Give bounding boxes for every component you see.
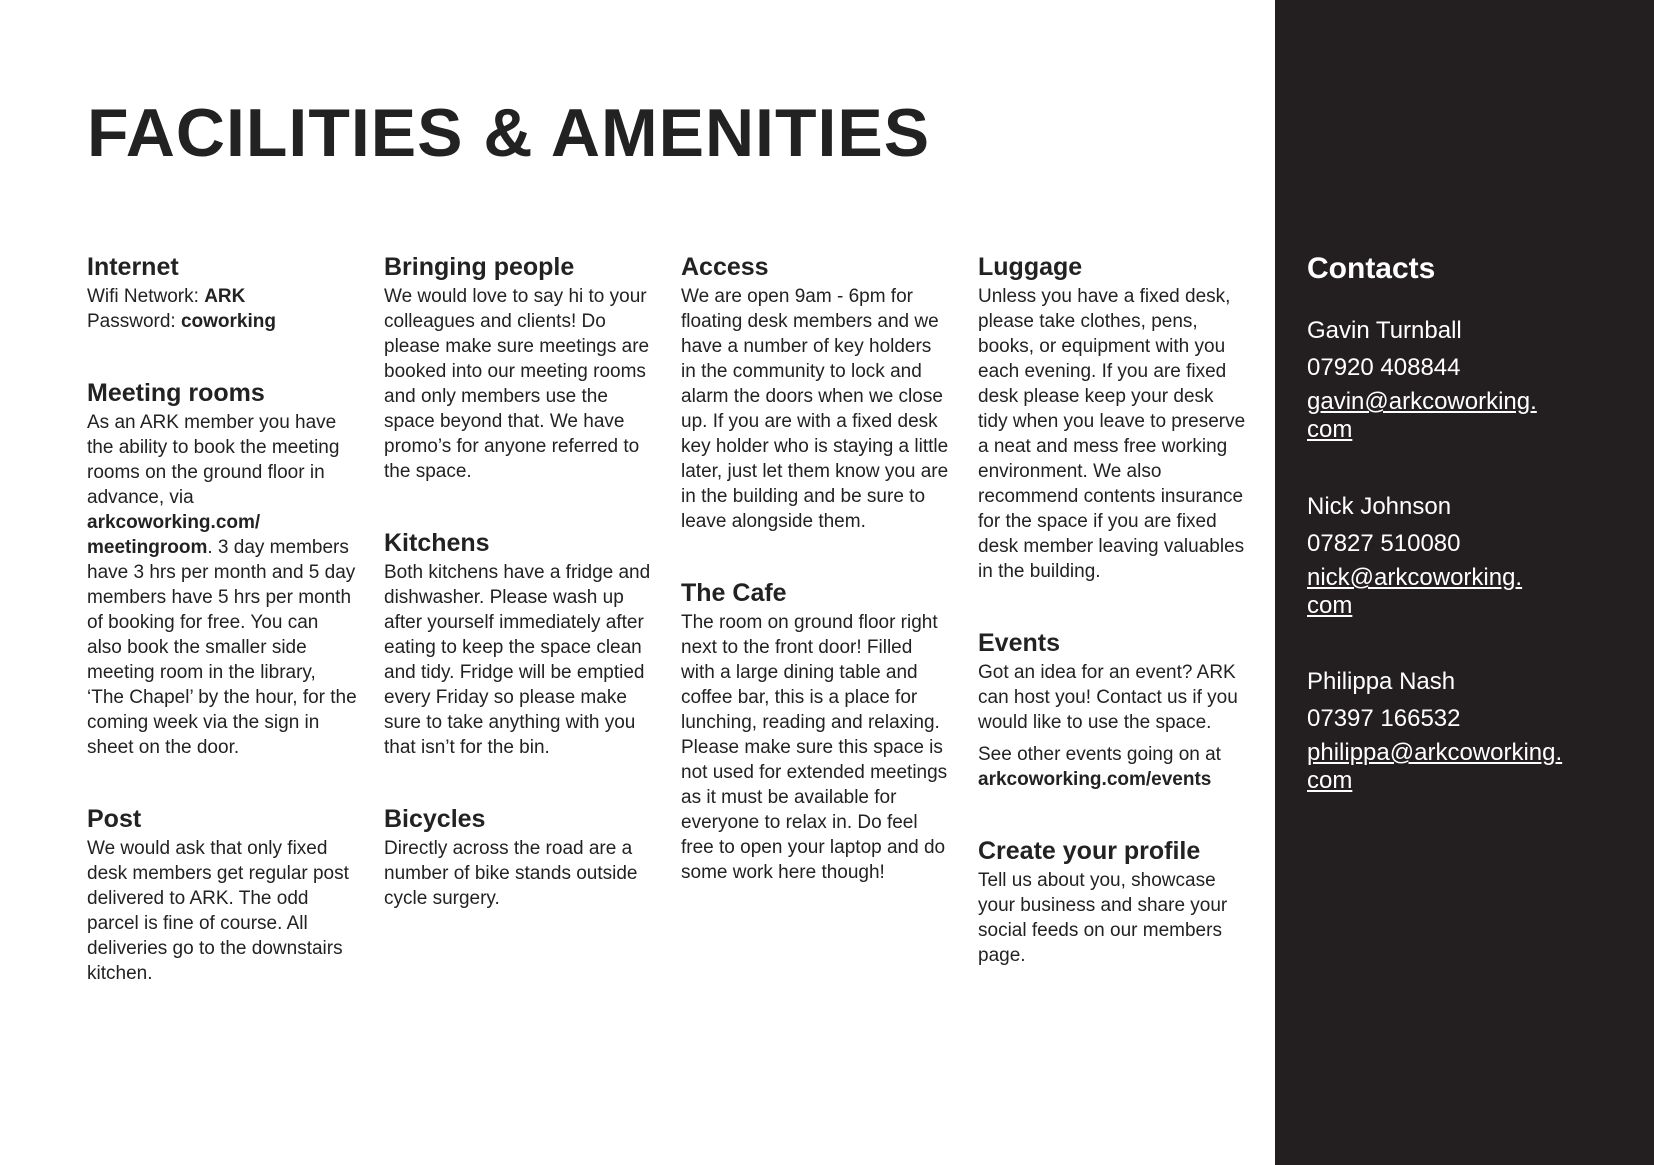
section-access — [681, 252, 951, 534]
section-heading-access: Access — [681, 253, 769, 281]
contact-phone[interactable]: 07920 408844 — [1307, 354, 1461, 381]
contact-phone[interactable]: 07827 510080 — [1307, 530, 1461, 557]
cafe-text: The room on ground floor right next to the front door! Filled with a large dining table and coffee bar, this is a place for lunching, reading and relaxing. Please make sure this space is not used for extended meetings as it must be available for everyone to relax in. Do feel free to open your laptop and do some work here though! — [681, 612, 948, 883]
contact-name: Philippa Nash — [1307, 668, 1456, 695]
section-cafe — [681, 578, 951, 885]
wifi-label: Wifi Network: — [87, 286, 205, 307]
contact-phone[interactable]: 07397 166532 — [1307, 705, 1461, 732]
contact-card — [1307, 312, 1627, 444]
section-heading-post: Post — [87, 805, 142, 833]
section-heading-internet: Internet — [87, 253, 179, 281]
events-see-other-text: See other events going on at — [978, 744, 1221, 765]
section-bringing-people — [384, 252, 654, 484]
meeting-rooms-text — [87, 410, 357, 760]
wifi-info — [87, 284, 357, 334]
section-heading-bicycles: Bicycles — [384, 805, 486, 833]
events-see-other — [978, 742, 1248, 792]
access-text: We are open 9am - 6pm for floating desk members and we have a number of key holders in the community to lock and alarm the doors when we close up. If you are with a fixed desk key holder who is staying a little later, just let them know you are in the building and be sure to leave alongside them. — [681, 286, 949, 532]
column-1 — [87, 252, 357, 1026]
contact-email[interactable] — [1307, 739, 1627, 795]
column-4 — [978, 252, 1248, 1008]
contact-email-line-2: com — [1307, 416, 1353, 443]
meeting-rooms-text-after: . 3 day members have 3 hrs per month and 5 day members have 5 hrs per month of booking for free. You can also book the smaller side meeting room in the library, ‘The Chapel’ by the hour, for the coming week via the sign in sheet on the door. — [87, 537, 357, 758]
contact-email-line-1: philippa@arkcoworking. — [1307, 739, 1563, 766]
contact-email-line-1: gavin@arkcoworking. — [1307, 388, 1537, 415]
column-2 — [384, 252, 654, 951]
section-heading-create-profile: Create your profile — [978, 837, 1201, 865]
section-bicycles — [384, 804, 654, 911]
section-meeting-rooms — [87, 378, 357, 760]
contacts-title: Contacts — [1307, 252, 1436, 285]
meeting-room-link[interactable]: arkcoworking.com/ meetingroom — [87, 512, 261, 558]
section-post — [87, 804, 357, 986]
contact-email-line-2: com — [1307, 767, 1353, 794]
contact-email[interactable] — [1307, 388, 1627, 444]
contact-card — [1307, 663, 1627, 795]
section-heading-kitchens: Kitchens — [384, 529, 490, 557]
section-create-profile — [978, 836, 1248, 968]
luggage-text: Unless you have a fixed desk, please take clothes, pens, books, or equipment with you each evening. If you are fixed desk please keep your desk tidy when you leave to preserve a neat and mess free working environment. We also recommend contents insurance for the space if you are fixed desk member leaving valuables in the building. — [978, 286, 1246, 582]
section-luggage — [978, 252, 1248, 584]
contacts-sidebar — [1275, 0, 1654, 1165]
contact-name: Gavin Turnball — [1307, 317, 1462, 344]
events-link[interactable]: arkcoworking.com/events — [978, 769, 1212, 790]
section-heading-bringing-people: Bringing people — [384, 253, 575, 281]
meeting-rooms-text-before: As an ARK member you have the ability to book the meeting rooms on the ground floor in advance, via — [87, 412, 340, 508]
contact-email-line-2: com — [1307, 592, 1353, 619]
contact-card — [1307, 488, 1627, 620]
post-text: We would ask that only fixed desk members get regular post delivered to ARK. The odd parcel is fine of course. All deliveries go to the downstairs kitchen. — [87, 838, 349, 984]
section-kitchens — [384, 528, 654, 760]
contact-email[interactable] — [1307, 564, 1627, 620]
bringing-people-text: We would love to say hi to your colleagues and clients! Do please make sure meetings are booked into our meeting rooms and only members use the space beyond that. We have promo’s for anyone referred to the space. — [384, 286, 650, 482]
section-internet — [87, 252, 357, 334]
wifi-password: coworking — [180, 311, 276, 332]
bicycles-text: Directly across the road are a number of bike stands outside cycle surgery. — [384, 838, 638, 909]
section-heading-meeting-rooms: Meeting rooms — [87, 379, 265, 407]
kitchens-text: Both kitchens have a fridge and dishwasher. Please wash up after yourself immediately after eating to keep the space clean and tidy. Fridge will be emptied every Friday so please make sure to take anything with you that isn’t for the bin. — [384, 562, 651, 758]
section-heading-cafe: The Cafe — [681, 579, 787, 607]
column-3 — [681, 252, 951, 925]
password-label: Password: — [87, 311, 181, 332]
profile-text: Tell us about you, showcase your business and share your social feeds on our members page. — [978, 870, 1228, 966]
section-events — [978, 628, 1248, 792]
contact-name: Nick Johnson — [1307, 493, 1452, 520]
events-text: Got an idea for an event? ARK can host you! Contact us if you would like to use the space. — [978, 662, 1238, 733]
page-title: FACILITIES & AMENITIES — [87, 95, 931, 171]
section-heading-events: Events — [978, 629, 1060, 657]
section-heading-luggage: Luggage — [978, 253, 1083, 281]
wifi-network: ARK — [204, 286, 246, 307]
contact-email-line-1: nick@arkcoworking. — [1307, 564, 1523, 591]
